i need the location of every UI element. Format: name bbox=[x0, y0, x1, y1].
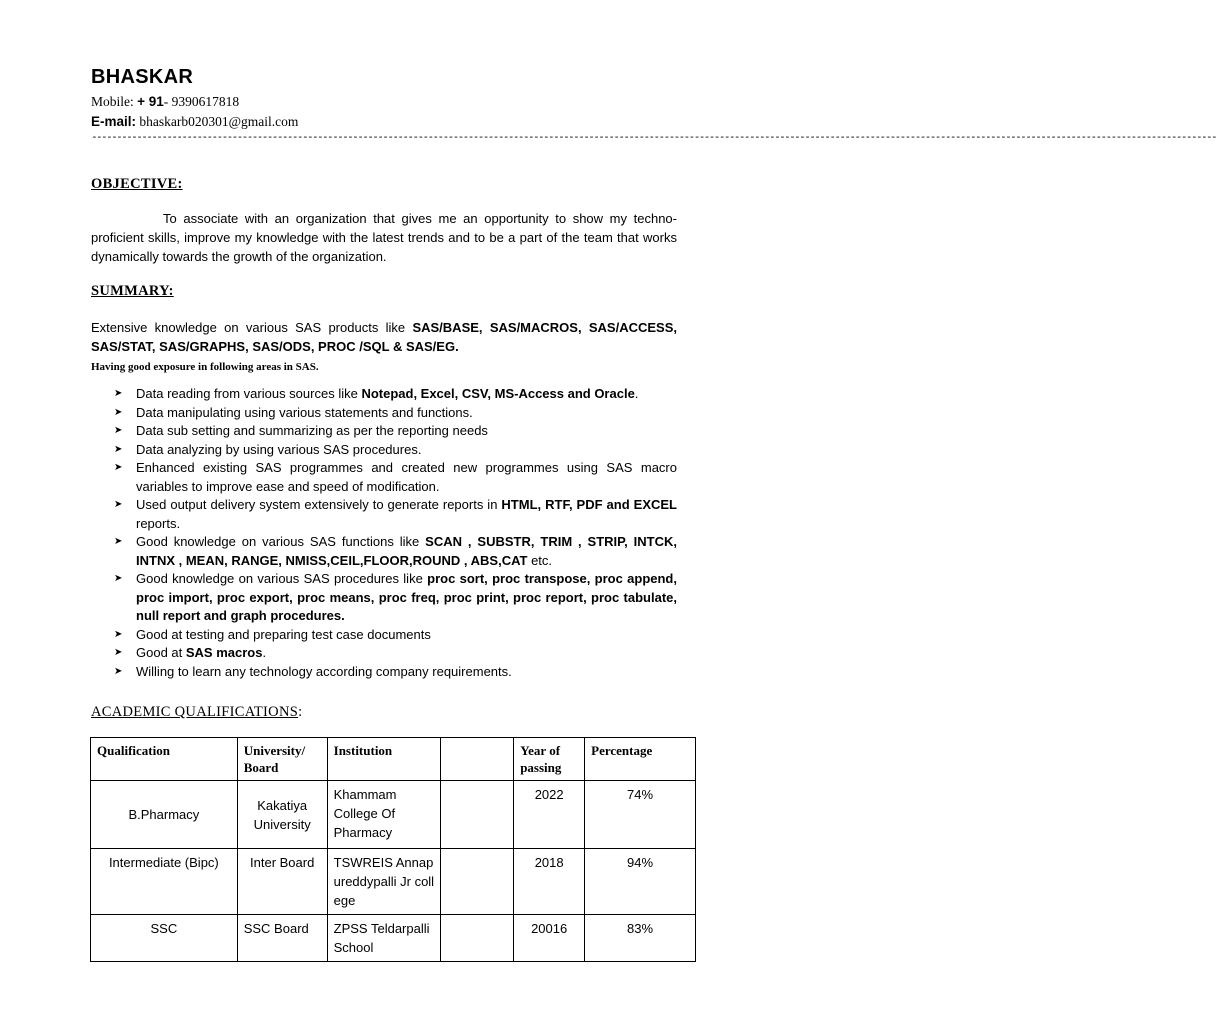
cell-institution: Khammam College Of Pharmacy bbox=[327, 781, 441, 849]
arrow-bullet-icon: ➤ bbox=[114, 536, 123, 547]
cell-institution: ZPSS Teldarpalli School bbox=[327, 915, 441, 962]
list-item: ➤ Good knowledge on various SAS functions like SCAN , SUBSTR, TRIM , STRIP, INTCK, INTNX , MEAN, RANGE, NMISS,CEIL,FLOOR,ROUND , ABS,CAT etc. bbox=[114, 534, 677, 568]
arrow-bullet-icon: ➤ bbox=[114, 425, 123, 436]
email-label: E-mail: bbox=[91, 114, 137, 129]
skills-list bbox=[114, 385, 677, 681]
column-header-qualification: Qualification bbox=[91, 738, 238, 781]
mobile-number: - 9390617818 bbox=[163, 94, 240, 109]
list-item: ➤ Enhanced existing SAS programmes and created new programmes using SAS macro variables to improve ease and speed of modification. bbox=[114, 460, 677, 494]
academic-heading-text: ACADEMIC QUALIFICATIONS bbox=[91, 704, 299, 720]
email-line bbox=[91, 114, 298, 130]
cell-qualification: B.Pharmacy bbox=[91, 781, 238, 849]
summary-heading: SUMMARY: bbox=[91, 283, 174, 299]
table-row bbox=[91, 849, 696, 915]
list-item: ➤ Good knowledge on various SAS procedures like proc sort, proc transpose, proc append, proc import, proc export, proc means, proc freq, proc print, proc report, proc tabulate, null report and graph procedures. bbox=[114, 571, 677, 623]
cell-qualification: Intermediate (Bipc) bbox=[91, 849, 238, 915]
arrow-bullet-icon: ➤ bbox=[114, 573, 123, 584]
mobile-label: Mobile bbox=[91, 94, 130, 109]
cell-year: 2018 bbox=[514, 849, 585, 915]
arrow-bullet-icon: ➤ bbox=[114, 462, 123, 473]
objective-heading: OBJECTIVE: bbox=[91, 176, 183, 192]
cell-board: Inter Board bbox=[237, 849, 327, 915]
arrow-bullet-icon: ➤ bbox=[114, 499, 123, 510]
arrow-bullet-icon: ➤ bbox=[114, 406, 123, 418]
list-item: ➤ Good at SAS macros. bbox=[114, 644, 677, 663]
cell-blank bbox=[441, 781, 514, 849]
column-header-blank bbox=[441, 738, 514, 781]
qualifications-table bbox=[90, 737, 696, 962]
cell-percentage: 74% bbox=[585, 781, 696, 849]
summary-intro-products: SAS/BASE, SAS/MACROS, SAS/ACCESS, SAS/STAT, SAS/GRAPHS, SAS/ODS, PROC /SQL & SAS/EG. bbox=[91, 320, 678, 354]
arrow-bullet-icon: ➤ bbox=[114, 388, 123, 399]
list-item: ➤ Data manipulating using various statements and functions. bbox=[114, 404, 677, 423]
arrow-bullet-icon: ➤ bbox=[114, 647, 123, 658]
table-row bbox=[91, 781, 696, 849]
list-item: ➤ Used output delivery system extensively to generate reports in HTML, RTF, PDF and EXCEL reports. bbox=[114, 497, 677, 531]
cell-year: 2022 bbox=[514, 781, 585, 849]
cell-board: Kakatiya University bbox=[237, 781, 327, 849]
exposure-subheading: Having good exposure in following areas in SAS. bbox=[91, 361, 319, 373]
email-address: bhaskarb020301@gmail.com bbox=[136, 114, 299, 129]
cell-year: 20016 bbox=[514, 915, 585, 962]
cell-percentage: 83% bbox=[585, 915, 696, 962]
cell-blank bbox=[441, 849, 514, 915]
candidate-name: BHASKAR bbox=[91, 66, 194, 88]
table-header-row bbox=[91, 738, 696, 781]
column-header-percentage: Percentage bbox=[585, 738, 696, 781]
arrow-bullet-icon: ➤ bbox=[114, 628, 123, 640]
list-item: ➤ Data sub setting and summarizing as per the reporting needs bbox=[114, 422, 677, 441]
column-header-institution: Institution bbox=[327, 738, 441, 781]
column-header-year: Year of passing bbox=[514, 738, 585, 781]
arrow-bullet-icon: ➤ bbox=[114, 665, 123, 677]
mobile-line bbox=[91, 94, 239, 110]
cell-blank bbox=[441, 915, 514, 962]
academic-heading-colon: : bbox=[298, 704, 303, 720]
list-item: ➤ Data analyzing by using various SAS procedures. bbox=[114, 441, 677, 460]
cell-institution: TSWREIS Annapureddypalli Jr college bbox=[327, 849, 441, 915]
list-item: ➤ Good at testing and preparing test case documents bbox=[114, 626, 677, 645]
arrow-bullet-icon: ➤ bbox=[114, 443, 123, 455]
list-item: ➤ Willing to learn any technology according company requirements. bbox=[114, 663, 677, 682]
summary-intro bbox=[91, 318, 677, 356]
cell-qualification: SSC bbox=[91, 915, 238, 962]
cell-percentage: 94% bbox=[585, 849, 696, 915]
cell-board: SSC Board bbox=[237, 915, 327, 962]
list-item: ➤ Data reading from various sources like Notepad, Excel, CSV, MS-Access and Oracle. bbox=[114, 385, 677, 404]
mobile-country-code: + 91 bbox=[137, 94, 164, 109]
academic-heading bbox=[91, 704, 302, 721]
table-row bbox=[91, 915, 696, 962]
summary-intro-text: Extensive knowledge on various SAS products like bbox=[91, 320, 413, 335]
column-header-board: University/ Board bbox=[237, 738, 327, 781]
objective-text: To associate with an organization that gives me an opportunity to show my techno-proficient skills, improve my knowledge with the latest trends and to be a part of the team that works dynamically towards the growth of the organization. bbox=[91, 211, 677, 264]
separator-line: -------------------------------------------------------------------------------------------------------------------------------------------------------------------------------------------------------------------------------- bbox=[91, 130, 1216, 143]
mobile-separator: : bbox=[130, 94, 138, 109]
